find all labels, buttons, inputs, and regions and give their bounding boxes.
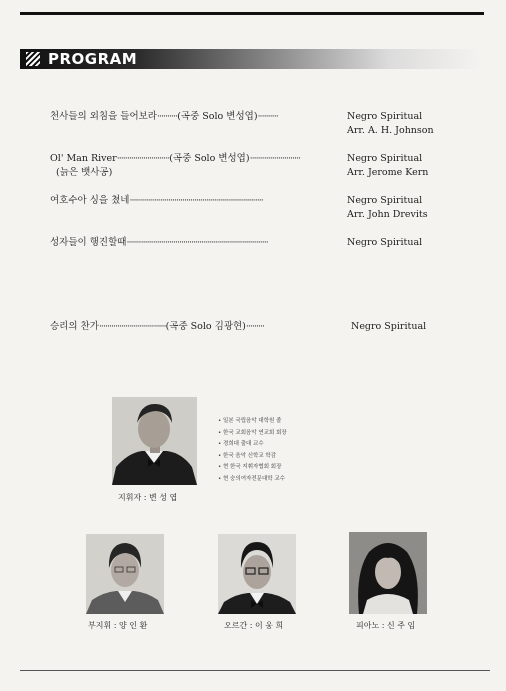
- assistant-conductor-caption: 부지휘 : 양 인 환: [88, 621, 148, 630]
- conductor-caption: 지휘자 : 변 성 엽: [118, 493, 178, 502]
- song-title: 천사들의 외침을 들어보라: [50, 111, 157, 122]
- bio-item: • 경희대 출대 교수: [218, 439, 287, 451]
- dot-leader: ··························: [116, 153, 170, 164]
- soloist: (곡중 Solo 변성엽): [169, 153, 250, 164]
- song-title: 승리의 찬가: [50, 321, 99, 332]
- dot-leader: ··································································: [129, 195, 263, 206]
- pianist-portrait-icon: [349, 532, 427, 614]
- soloist: (곡중 Solo 변성엽): [177, 111, 258, 122]
- dot-leader: ·········: [245, 321, 265, 332]
- song-title: Ol' Man River: [50, 153, 117, 164]
- bio-item: • 한국 음악 신학교 학감: [218, 451, 287, 463]
- attribution: Negro Spiritual: [347, 153, 423, 164]
- soloist: (곡중 Solo 김광현): [165, 321, 246, 332]
- pianist-photo: [349, 532, 427, 614]
- assistant-conductor-photo: [86, 534, 164, 614]
- organist-photo: [218, 534, 296, 614]
- program-item-4: [50, 237, 268, 249]
- page-title: PROGRAM: [48, 50, 138, 68]
- bottom-rule: [20, 670, 490, 671]
- song-subtitle: (늙은 뱃사공): [56, 167, 113, 178]
- program-header: [20, 49, 482, 69]
- attribution: Negro Spiritual: [347, 111, 423, 122]
- song-title: 성자들이 행진할때: [50, 237, 127, 248]
- program-item-1: [50, 111, 278, 123]
- dot-leader: ··········: [157, 111, 178, 122]
- bio-item: • 한국 교회음악 연교회 회장: [218, 428, 287, 440]
- conductor-photo: [112, 397, 197, 485]
- attribution: Negro Spiritual: [347, 237, 423, 248]
- top-rule: [20, 12, 484, 15]
- dot-leader: ··········: [257, 111, 278, 122]
- program-item-3: [50, 195, 263, 207]
- assistant-conductor-portrait-icon: [86, 534, 164, 614]
- dot-leader: ·························: [249, 153, 301, 164]
- bio-item: • 현 한국 지휘자협회 회장: [218, 462, 287, 474]
- conductor-bio: [218, 416, 287, 486]
- arranger: Arr. Jerome Kern: [347, 167, 429, 178]
- pianist-caption: 피아노 : 신 주 임: [356, 621, 416, 630]
- conductor-portrait-icon: [112, 397, 197, 485]
- attribution: Negro Spiritual: [347, 195, 423, 206]
- attribution: Negro Spiritual: [351, 321, 427, 332]
- arranger: Arr. A. H. Johnson: [347, 125, 434, 136]
- dot-leader: ······································································: [126, 237, 268, 248]
- bio-item: • 일본 국립음악 대학원 졸: [218, 416, 287, 428]
- organist-portrait-icon: [218, 534, 296, 614]
- stripes-icon: [26, 52, 40, 66]
- program-item-5: [50, 321, 264, 333]
- dot-leader: ·································: [98, 321, 166, 332]
- song-title: 여호수아 싱을 쳤네: [50, 195, 130, 206]
- program-item-2: [50, 153, 300, 165]
- arranger: Arr. John Drevits: [347, 209, 428, 220]
- organist-caption: 오르간 : 이 웅 희: [224, 621, 284, 630]
- bio-item: • 현 숭의여자전문대학 교수: [218, 474, 287, 486]
